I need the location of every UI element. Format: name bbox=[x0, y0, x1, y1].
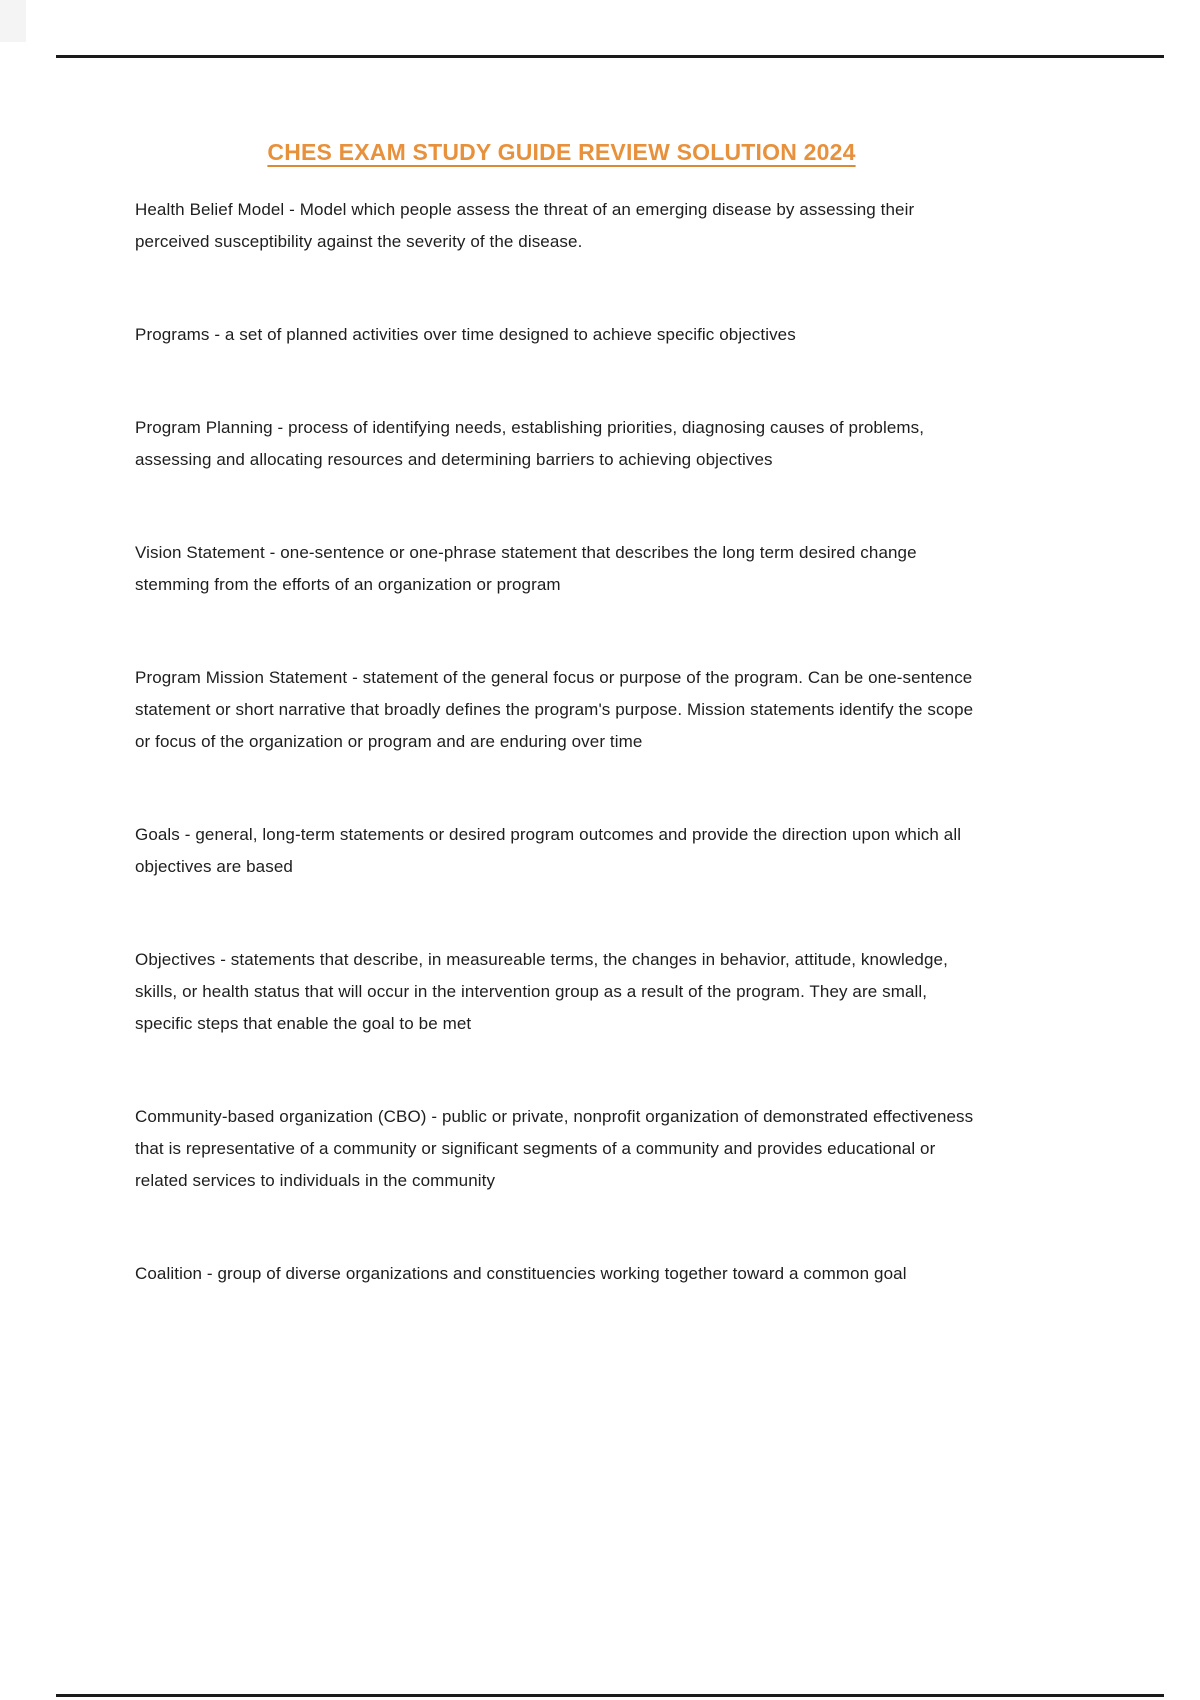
term-text: Programs bbox=[135, 325, 210, 344]
definition-paragraph bbox=[135, 412, 988, 476]
scan-artifact bbox=[0, 0, 26, 42]
term-text: Vision Statement bbox=[135, 543, 265, 562]
term-text: Community-based organization (CBO) bbox=[135, 1107, 427, 1126]
definition-text: process of identifying needs, establishing priorities, diagnosing causes of problems, assessing and allocating resources and determining barriers to achieving objectives bbox=[135, 418, 925, 469]
definition-paragraph bbox=[135, 944, 988, 1040]
term-text: Objectives bbox=[135, 950, 216, 969]
term-separator: - bbox=[347, 668, 363, 687]
definition-paragraph bbox=[135, 819, 988, 883]
definition-text: a set of planned activities over time designed to achieve specific objectives bbox=[224, 325, 796, 344]
bottom-border-rule bbox=[56, 1694, 1164, 1697]
term-separator: - bbox=[264, 543, 281, 562]
definition-paragraph bbox=[135, 1258, 988, 1290]
term-text: Coalition bbox=[135, 1264, 203, 1283]
term-separator: - bbox=[284, 200, 300, 219]
definition-paragraph bbox=[135, 194, 988, 258]
definition-text: group of diverse organizations and constituencies working together toward a common goal bbox=[217, 1264, 907, 1283]
term-separator: - bbox=[215, 950, 231, 969]
definition-text: general, long-term statements or desired program outcomes and provide the direction upon which all objectives are based bbox=[135, 825, 962, 876]
study-guide-content bbox=[135, 136, 988, 1351]
term-separator: - bbox=[272, 418, 289, 437]
term-separator: - bbox=[426, 1107, 442, 1126]
page-title: CHES EXAM STUDY GUIDE REVIEW SOLUTION 2024 bbox=[267, 139, 856, 165]
definition-text: Model which people assess the threat of an emerging disease by assessing their perceived susceptibility against the severity of the disease. bbox=[135, 200, 915, 251]
definition-text: statement of the general focus or purpose of the program. Can be one-sentence statement or short narrative that broadly defines the program's purpose. Mission statements identify the scope or focus of the organization or program and are enduring over time bbox=[135, 668, 974, 751]
term-separator: - bbox=[202, 1264, 218, 1283]
definition-text: one-sentence or one-phrase statement that describes the long term desired change stemming from the efforts of an organization or program bbox=[135, 543, 917, 594]
definition-text: statements that describe, in measureable terms, the changes in behavior, attitude, knowledge, skills, or health status that will occur in the intervention group as a result of the program. They are small, specific steps that enable the goal to be met bbox=[135, 950, 948, 1033]
definition-paragraph bbox=[135, 537, 988, 601]
term-text: Goals bbox=[135, 825, 180, 844]
term-separator: - bbox=[179, 825, 196, 844]
definition-paragraph bbox=[135, 1101, 988, 1197]
top-border-rule bbox=[56, 55, 1164, 58]
term-separator: - bbox=[209, 325, 225, 344]
definition-paragraph bbox=[135, 662, 988, 758]
term-text: Program Mission Statement bbox=[135, 668, 348, 687]
definition-text: public or private, nonprofit organization of demonstrated effectiveness that is representative of a community or significant segments of a community and provides educational or related services to individuals in the community bbox=[135, 1107, 974, 1190]
definition-paragraph bbox=[135, 319, 988, 351]
term-text: Health Belief Model bbox=[135, 200, 285, 219]
term-text: Program Planning bbox=[135, 418, 273, 437]
